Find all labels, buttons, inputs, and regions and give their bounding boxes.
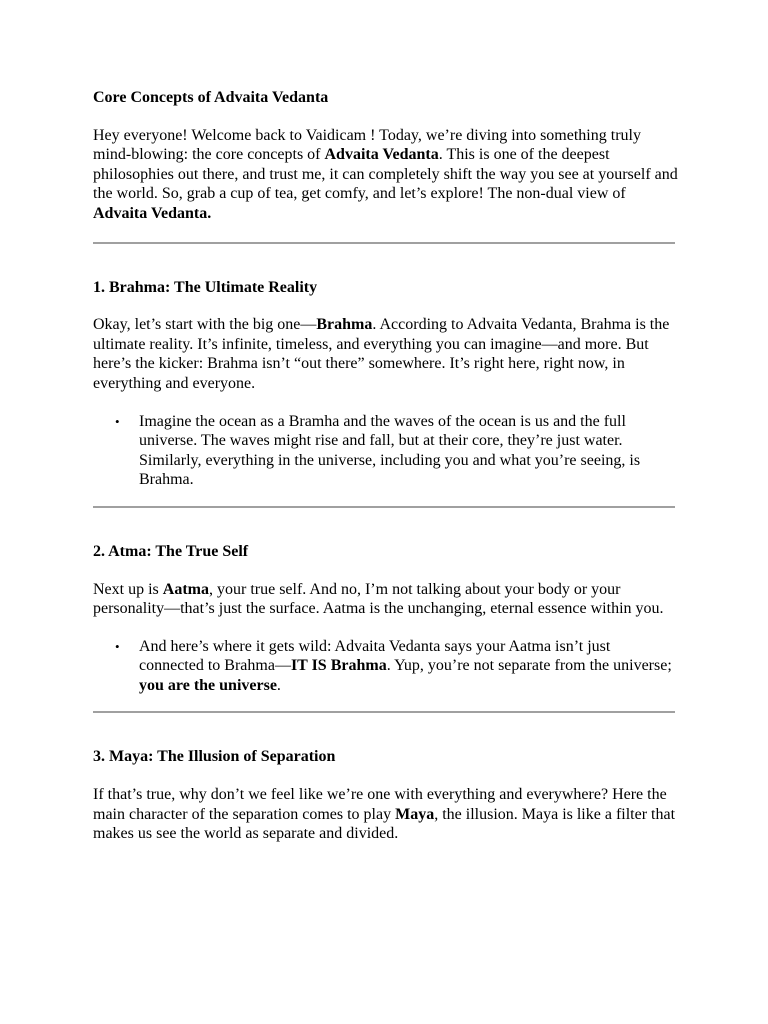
list-item (93, 637, 678, 696)
list-item-text: . Yup, you’re not separate from the universe; (386, 657, 672, 675)
section-heading-atma: 2. Atma: The True Self (93, 542, 249, 560)
section-body-brahma (93, 315, 678, 393)
intro-bold-2: Advaita Vedanta. (93, 204, 212, 222)
bullet-list (93, 412, 678, 490)
body-bold: Maya (395, 805, 435, 823)
bullet-icon: • (115, 638, 120, 654)
horizontal-rule (93, 506, 675, 508)
section-body-atma (93, 580, 678, 619)
body-text: , the illusion. Maya is like a filter that makes us see the world as separate and divided. (93, 805, 676, 843)
horizontal-rule (93, 242, 675, 244)
intro-text-2: . This is one of the deepest philosophies out there, and trust me, it can completely shift the way you see at yourself and the world. So, grab a cup of tea, get comfy, and let’s explore! The non-dual view of (93, 146, 678, 203)
intro-text-1: Hey everyone! Welcome back to Vaidicam ! Today, we’re diving into something truly mind-blowing: the core concepts of (93, 126, 641, 164)
document-title: Core Concepts of Advaita Vedanta (93, 89, 329, 106)
section-heading-maya: 3. Maya: The Illusion of Separation (93, 748, 336, 766)
list-item-text: . (276, 676, 281, 694)
list-item-bold: IT IS Brahma (290, 657, 387, 675)
intro-bold-1: Advaita Vedanta (324, 146, 439, 164)
body-text: . According to Advaita Vedanta, Brahma is the ultimate reality. It’s infinite, timeless, and everything you can imagine—and more. But here’s the kicker: Brahma isn’t “out there” somewhere. It’s right here, right now, in everything and everyone. (93, 316, 670, 392)
body-text: If that’s true, why don’t we feel like we’re one with everything and everywhere? Here the main character of the separation comes to play (93, 786, 667, 823)
section-heading-brahma: 1. Brahma: The Ultimate Reality (93, 278, 318, 296)
intro-paragraph (93, 126, 678, 224)
document-page (93, 88, 678, 862)
body-text: Okay, let’s start with the big one— (93, 316, 317, 334)
body-text: Next up is (93, 580, 163, 598)
body-text: , your true self. And no, I’m not talking about your body or your personality—that’s just the surface. Aatma is the unchanging, eternal essence within you. (93, 580, 664, 618)
horizontal-rule (93, 711, 675, 713)
list-item-bold: you are the universe (139, 676, 277, 694)
section-body-maya (93, 785, 678, 844)
bullet-icon: • (115, 413, 120, 429)
body-bold: Aatma (162, 580, 209, 598)
body-bold: Brahma (316, 316, 373, 334)
bullet-list (93, 637, 678, 696)
list-item-text: And here’s where it gets wild: Advaita Vedanta says your Aatma isn’t just connected to Brahma— (139, 637, 611, 675)
list-item-text: Imagine the ocean as a Bramha and the waves of the ocean is us and the full universe. The waves might rise and fall, but at their core, they’re just water. Similarly, everything in the universe, including you and what you’re seeing, is Brahma. (139, 412, 641, 489)
list-item (93, 412, 678, 490)
